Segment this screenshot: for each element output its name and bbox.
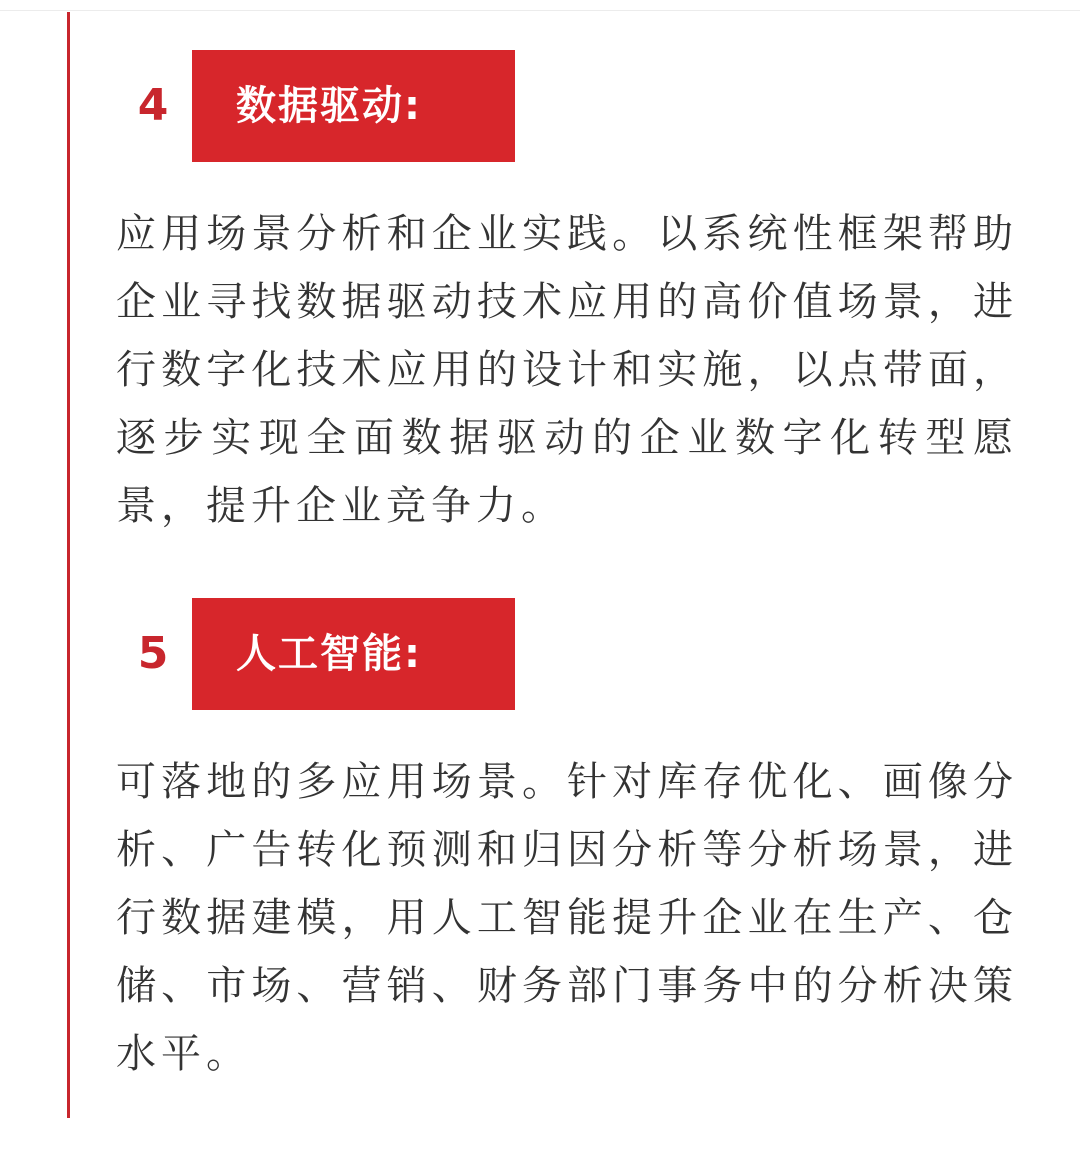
section-number: 5 xyxy=(137,628,169,679)
section-title-banner: 数据驱动: xyxy=(192,50,515,162)
left-accent-rule xyxy=(67,12,70,1118)
section-number: 4 xyxy=(137,80,169,131)
section-title-banner: 人工智能: xyxy=(192,598,515,710)
section-body-text: 应用场景分析和企业实践。以系统性框架帮助企业寻找数据驱动技术应用的高价值场景，进行数字化技术应用的设计和实施，以点带面，逐步实现全面数据驱动的企业数字化转型愿景，提升企业竞争力。 xyxy=(116,211,1018,529)
section-body-text: 可落地的多应用场景。针对库存优化、画像分析、广告转化预测和归因分析等分析场景，进行数据建模，用人工智能提升企业在生产、仓储、市场、营销、财务部门事务中的分析决策水平。 xyxy=(116,759,1018,1077)
top-divider xyxy=(0,10,1080,11)
